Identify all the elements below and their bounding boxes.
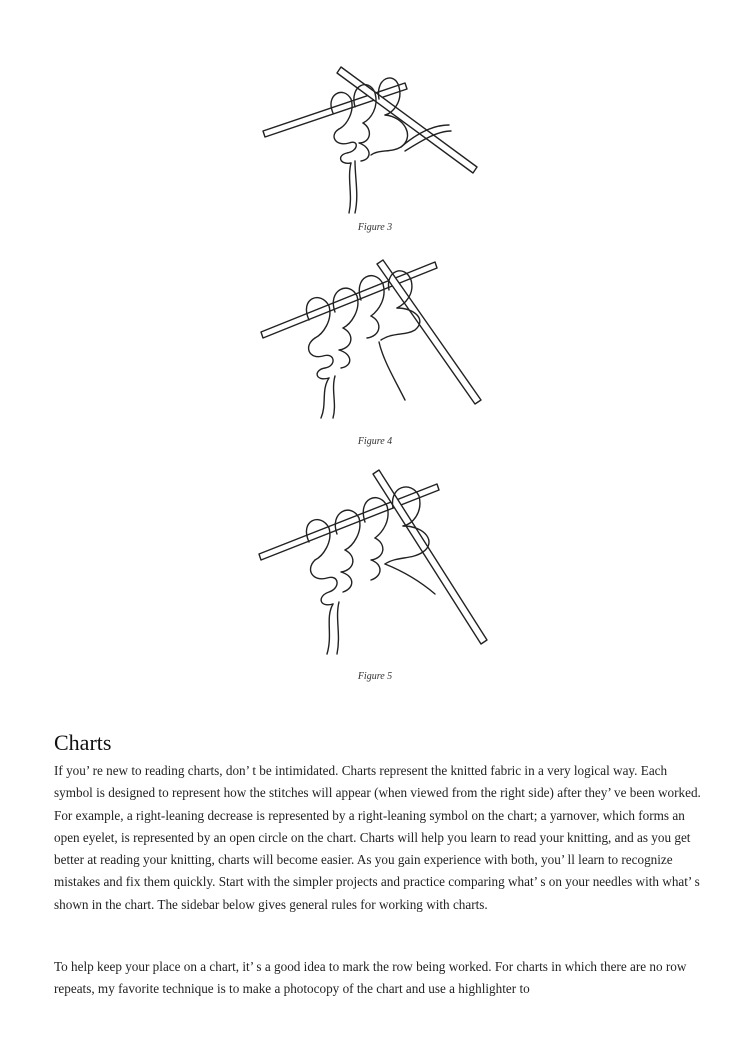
knitting-needles-icon bbox=[255, 250, 495, 420]
figure-4-illustration bbox=[0, 250, 750, 420]
section-heading: Charts bbox=[54, 730, 112, 755]
body-paragraph: To help keep your place on a chart, it’ s a good idea to mark the row being worked. For charts in which there are no row repeats, my favorite technique is to make a photocopy of the chart and use a highlighter to bbox=[54, 959, 687, 997]
figure-caption: Figure 5 bbox=[357, 671, 393, 682]
figure-5-illustration bbox=[0, 462, 750, 657]
knitting-needles-icon bbox=[255, 55, 495, 215]
figure-3-illustration bbox=[0, 55, 750, 215]
figure-caption: Figure 4 bbox=[357, 436, 393, 447]
knitting-needles-icon bbox=[255, 462, 495, 657]
figure-caption: Figure 3 bbox=[357, 222, 393, 233]
body-paragraph: If you’ re new to reading charts, don’ t be intimidated. Charts represent the knitted fabric in a very logical way. Each symbol is designed to represent how the stitches will appear (when viewed from the right side) after they’ ve been worked. For example, a right-leaning decrease is represented by a right-leaning symbol on the chart; a yarnover, which forms an open eyelet, is represented by an open circle on the chart. Charts will help you learn to read your knitting, and as you get better at reading your knitting, charts will become easier. As you gain experience with both, you’ ll learn to recognize mistakes and fix them quickly. Start with the simpler projects and practice comparing what’ s on your needles with what’ s shown in the chart. The sidebar below gives general rules for working with charts. bbox=[54, 763, 701, 912]
